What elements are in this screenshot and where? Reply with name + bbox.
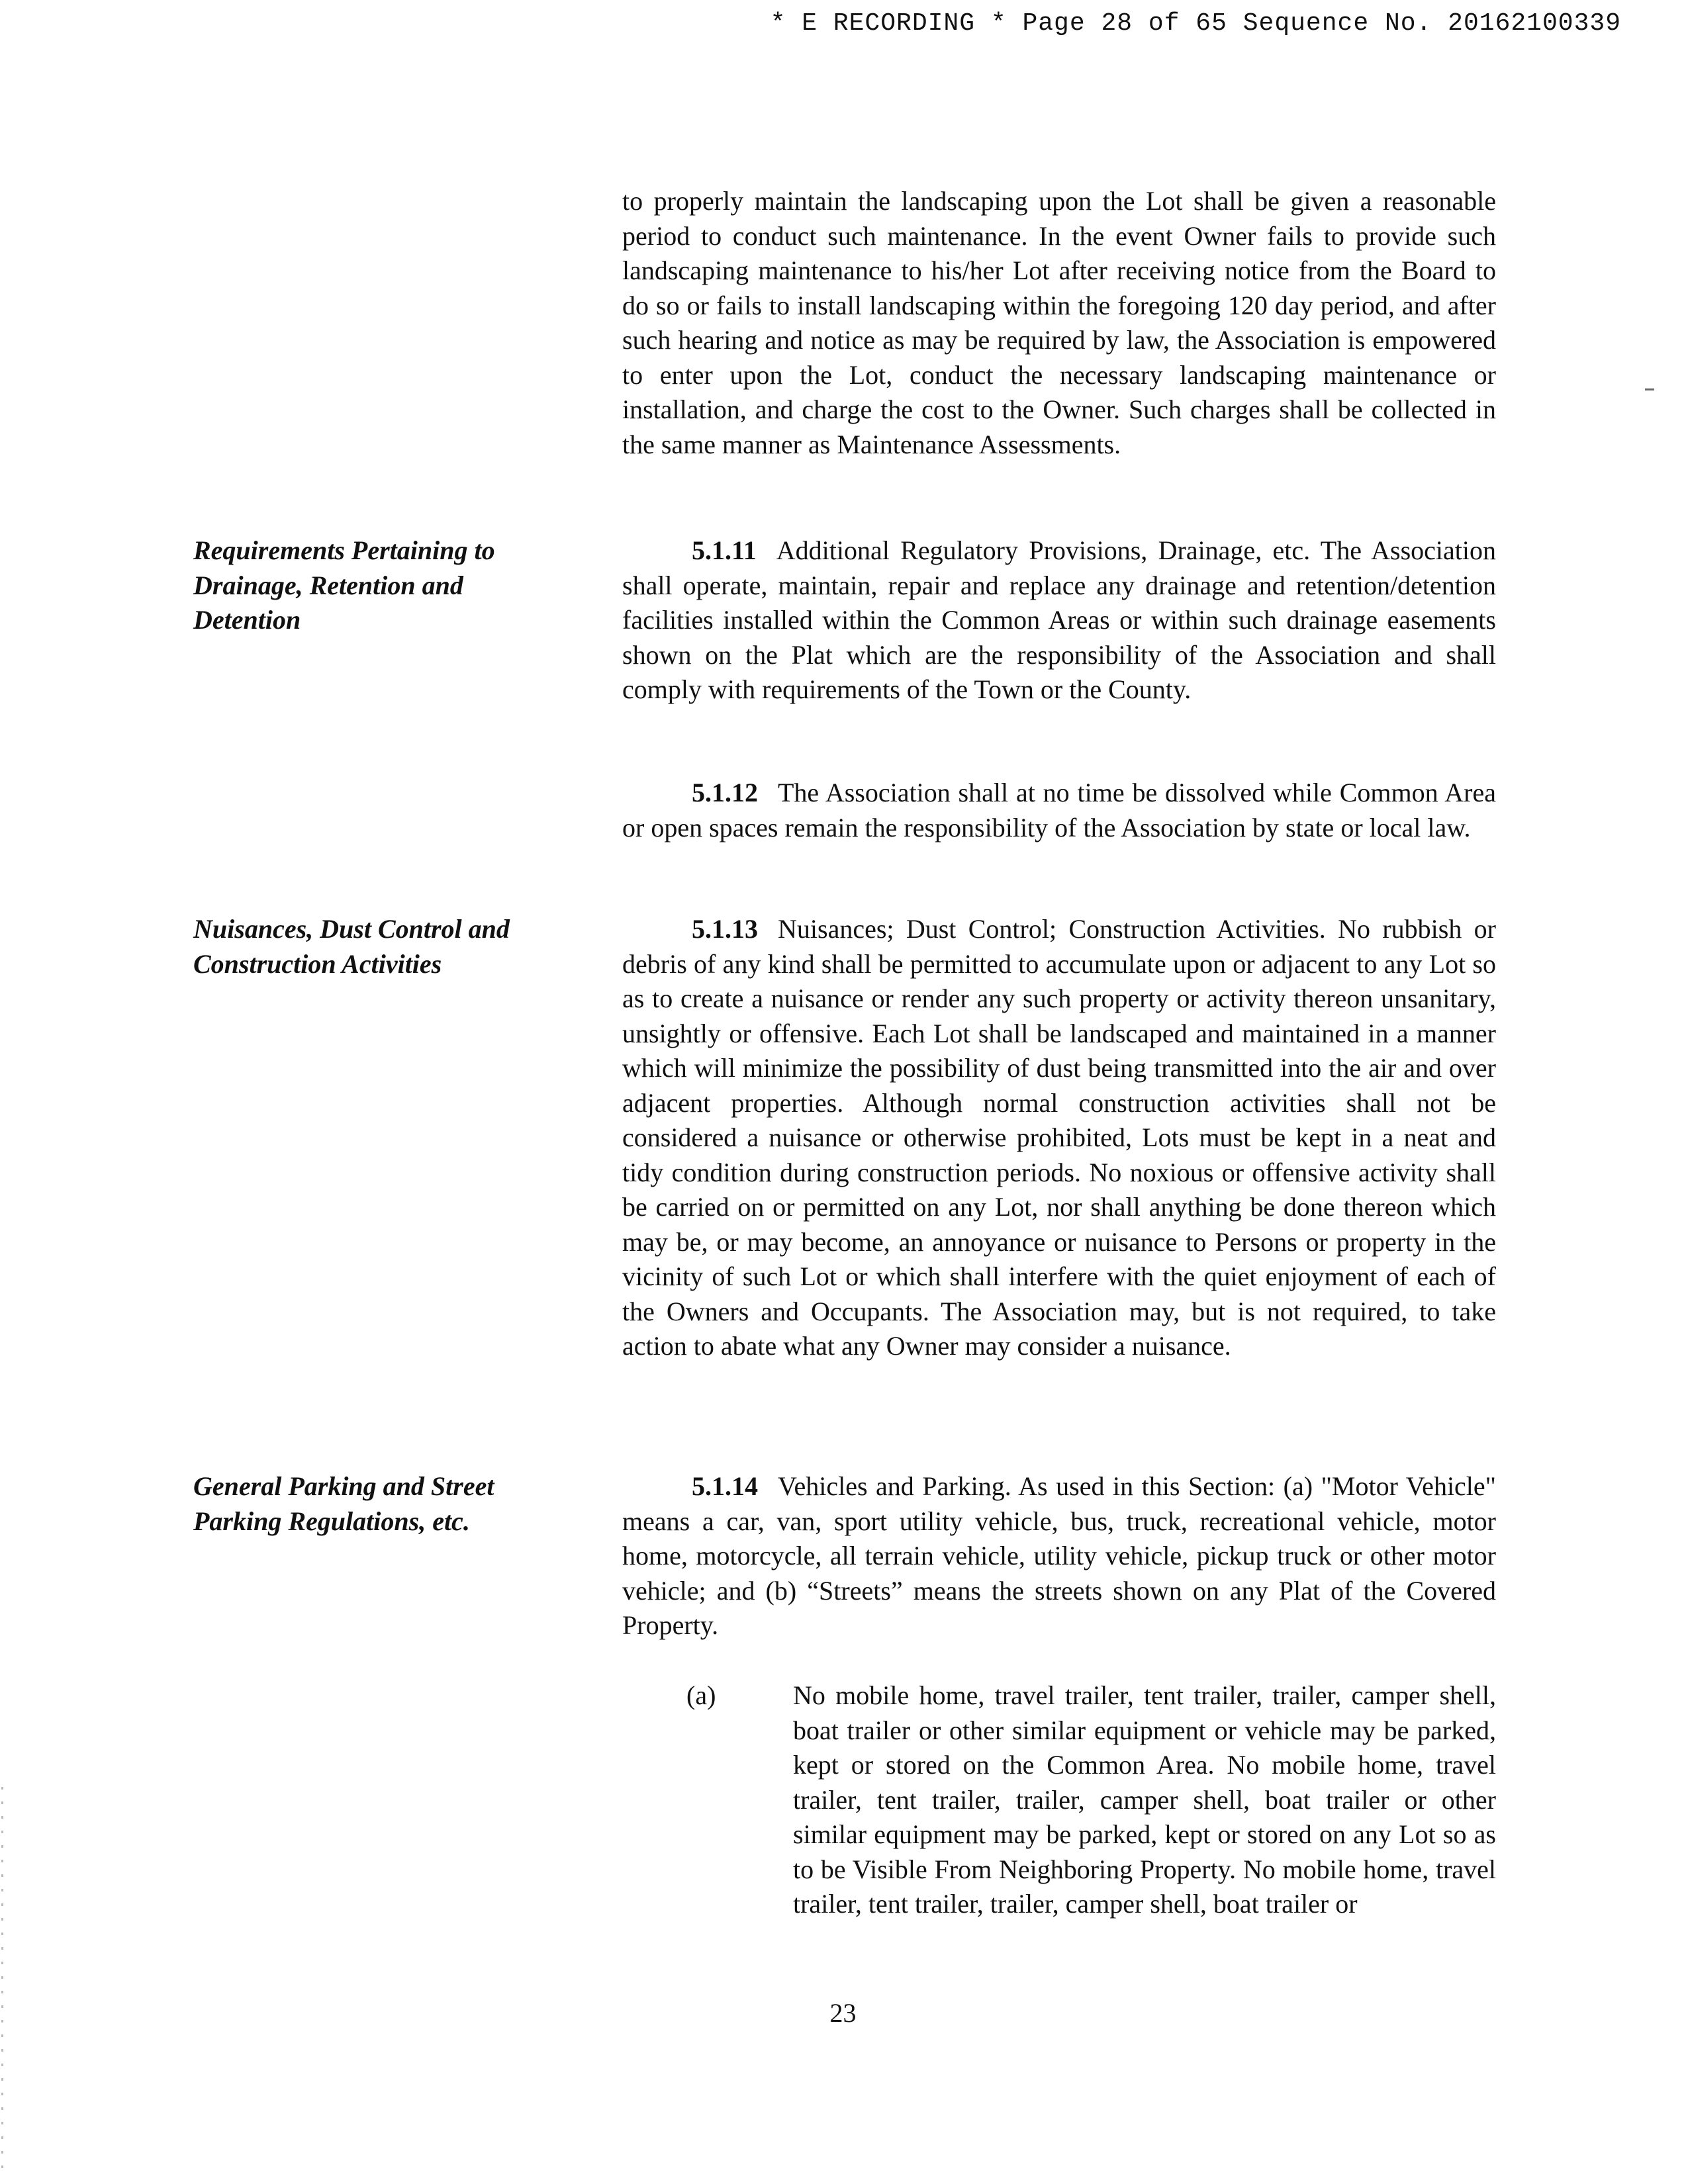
section-number: 5.1.11 [692, 535, 757, 565]
recording-stamp-header: * E RECORDING * Page 28 of 65 Sequence No. 20162100339 [770, 9, 1621, 38]
section-number: 5.1.13 [692, 914, 758, 944]
section-text: The Association shall at no time be dissolved while Common Area or open spaces remain the responsibility of the Association by state or local law. [622, 778, 1496, 842]
continuation-text: to properly maintain the landscaping upon the Lot shall be given a reasonable period to conduct such maintenance. In the event Owner fails to provide such landscaping maintenance to his/her Lot after receiving notice from the Board to do so or fails to install landscaping within the foregoing 120 day period, and after such hearing and notice as may be required by law, the Association is empowered to enter upon the Lot, conduct the necessary landscaping maintenance or installation, and charge the cost to the Owner. Such charges shall be collected in the same manner as Maintenance Assessments. [622, 186, 1496, 459]
scan-artifact-mark [1645, 388, 1654, 390]
page-number: 23 [829, 1998, 857, 2028]
section-5-1-14 [622, 1469, 1496, 1643]
margin-heading-parking: General Parking and Street Parking Regulations, etc. [193, 1471, 494, 1536]
section-text: Additional Regulatory Provisions, Drainage, etc. The Association shall operate, maintain, repair and replace any drainage and retention/detention facilities installed within the Common Areas or within such drainage easements shown on the Plat which are the responsibility of the Association and shall comply with requirements of the Town or the County. [622, 535, 1496, 704]
section-5-1-13 [622, 912, 1496, 1364]
margin-heading-drainage: Requirements Pertaining to Drainage, Retention and Detention [193, 535, 495, 635]
section-5-1-11 [622, 533, 1496, 707]
margin-heading-nuisances: Nuisances, Dust Control and Construction Activities [193, 914, 510, 979]
section-number: 5.1.12 [692, 778, 758, 807]
section-5-1-12 [622, 776, 1496, 845]
subsection-a [688, 1678, 1496, 1922]
section-text: Nuisances; Dust Control; Construction Activities. No rubbish or debris of any kind shall be permitted to accumulate upon or adjacent to any Lot so as to create a nuisance or render any such property or activity thereon unsanitary, unsightly or offensive. Each Lot shall be landscaped and maintained in a manner which will minimize the possibility of dust being transmitted into the air and over adjacent properties. Although normal construction activities shall not be considered a nuisance or otherwise prohibited, Lots must be kept in a neat and tidy condition during construction periods. No noxious or offensive activity shall be carried on or permitted on any Lot, nor shall anything be done thereon which may be, or may become, an annoyance or nuisance to Persons or property in the vicinity of such Lot or which shall interfere with the quiet enjoyment of each of the Owners and Occupants. The Association may, but is not required, to take action to abate what any Owner may consider a nuisance. [622, 914, 1496, 1361]
subsection-label: (a) [686, 1680, 716, 1710]
section-number: 5.1.14 [692, 1471, 758, 1501]
continuation-paragraph [622, 184, 1496, 462]
section-text: Vehicles and Parking. As used in this Section: (a) "Motor Vehicle" means a car, van, sport utility vehicle, bus, truck, recreational vehicle, motor home, motorcycle, all terrain vehicle, utility vehicle, pickup truck or other motor vehicle; and (b) “Streets” means the streets shown on any Plat of the Covered Property. [622, 1471, 1496, 1640]
scan-edge-artifact [1, 1787, 3, 2171]
subsection-text: No mobile home, travel trailer, tent trailer, trailer, camper shell, boat trailer or other similar equipment or vehicle may be parked, kept or stored on the Common Area. No mobile home, travel trailer, tent trailer, trailer, camper shell, boat trailer or other similar equipment may be parked, kept or stored on any Lot so as to be Visible From Neighboring Property. No mobile home, travel trailer, tent trailer, trailer, camper shell, boat trailer or [793, 1680, 1496, 1919]
